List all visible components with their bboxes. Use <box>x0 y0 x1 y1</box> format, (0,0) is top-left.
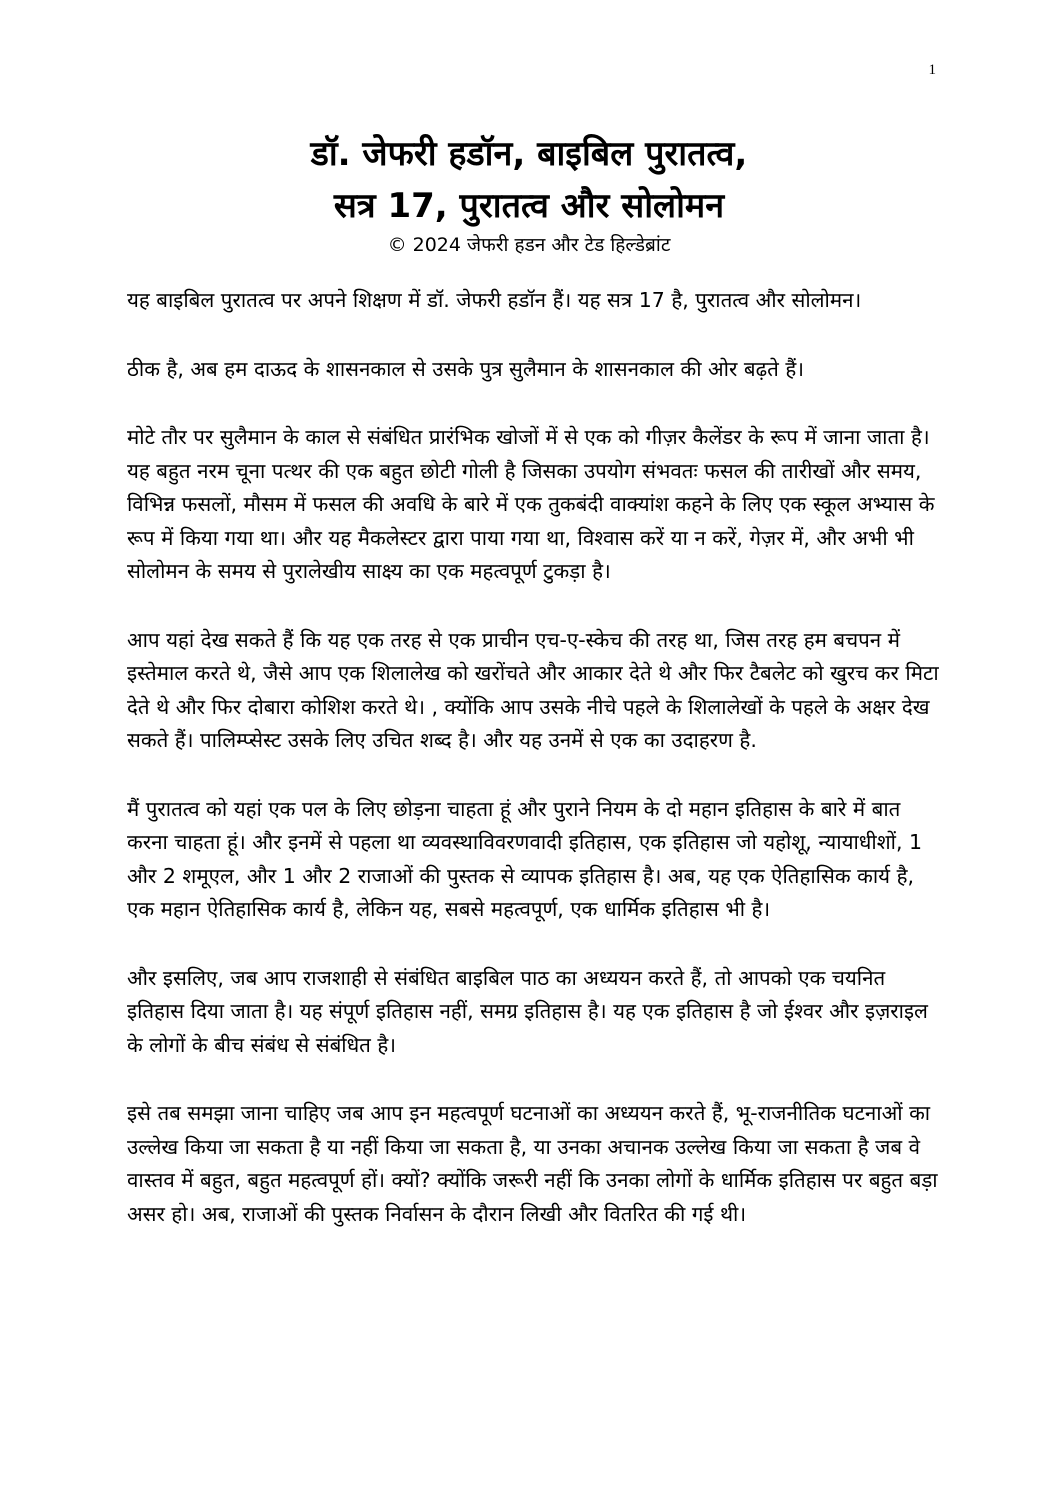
title-line-1: डॉ. जेफरी हडॉन, बाइबिल पुरातत्व, <box>310 134 748 174</box>
page-number: 1 <box>928 62 936 78</box>
paragraph: यह बाइबिल पुरातत्व पर अपने शिक्षण में डॉ. जेफरी हडॉन हैं। यह सत्र 17 है, पुरातत्व और सोलोमन। <box>127 288 862 312</box>
document-body <box>127 284 947 1266</box>
paragraph: मोटे तौर पर सुलैमान के काल से संबंधित प्रारंभिक खोजों में से एक को गीज़र कैलेंडर के रूप में जाना जाता है। यह बहुत नरम चूना पत्थर की एक बहुत छोटी गोली है जिसका उपयोग संभवतः फसल की तारीखों और समय, विभिन्न फसलों, मौसम में फसल की अवधि के बारे में एक तुकबंदी वाक्यांश कहने के लिए एक स्कूल अभ्यास के रूप में किया गया था। और यह मैकलेस्टर द्वारा पाया गया था, विश्वास करें या न करें, गेज़र में, और अभी भी सोलोमन के समय से पुरालेखीय साक्ष्य का एक महत्वपूर्ण टुकड़ा है। <box>127 425 935 583</box>
paragraph: और इसलिए, जब आप राजशाही से संबंधित बाइबिल पाठ का अध्ययन करते हैं, तो आपको एक चयनित इतिहास दिया जाता है। यह संपूर्ण इतिहास नहीं, समग्र इतिहास है। यह एक इतिहास है जो ईश्वर और इज़राइल के लोगों के बीच संबंध से संबंधित है। <box>127 965 928 1057</box>
document-header <box>0 128 1058 258</box>
paragraph: मैं पुरातत्व को यहां एक पल के लिए छोड़ना चाहता हूं और पुराने नियम के दो महान इतिहास के बारे में बात करना चाहता हूं। और इनमें से पहला था व्यवस्थाविवरणवादी इतिहास, एक इतिहास जो यहोशू, न्यायाधीशों, 1 और 2 शमूएल, और 1 और 2 राजाओं की पुस्तक से व्यापक इतिहास है। अब, यह एक ऐतिहासिक कार्य है, एक महान ऐतिहासिक कार्य है, लेकिन यह, सबसे महत्वपूर्ण, एक धार्मिक इतिहास भी है। <box>127 796 923 921</box>
paragraph: आप यहां देख सकते हैं कि यह एक तरह से एक प्राचीन एच-ए-स्केच की तरह था, जिस तरह हम बचपन में इस्तेमाल करते थे, जैसे आप एक शिलालेख को खरोंचते और आकार देते थे और फिर टैबलेट को खुरच कर मिटा देते थे और फिर दोबारा कोशिश करते थे। , क्योंकि आप उसके नीचे पहले के शिलालेखों के पहले के अक्षर देख सकते हैं। पालिम्प्सेस्ट उसके लिए उचित शब्द है। और यह उनमें से एक का उदाहरण है. <box>127 627 939 752</box>
paragraph: ठीक है, अब हम दाऊद के शासनकाल से उसके पुत्र सुलैमान के शासनकाल की ओर बढ़ते हैं। <box>127 356 805 381</box>
paragraph: इसे तब समझा जाना चाहिए जब आप इन महत्वपूर्ण घटनाओं का अध्ययन करते हैं, भू-राजनीतिक घटनाओं का उल्लेख किया जा सकता है या नहीं किया जा सकता है, या उनका अचानक उल्लेख किया जा सकता है जब वे वास्तव में बहुत, बहुत महत्वपूर्ण हों। क्यों? क्योंकि जरूरी नहीं कि उनका लोगों के धार्मिक इतिहास पर बहुत बड़ा असर हो। अब, राजाओं की पुस्तक निर्वासन के दौरान लिखी और वितरित की गई थी। <box>127 1101 938 1226</box>
copyright-notice: © 2024 जेफरी हडन और टेड हिल्डेब्रांट <box>387 234 671 256</box>
title-line-2: सत्र 17, पुरातत्व और सोलोमन <box>333 186 725 226</box>
